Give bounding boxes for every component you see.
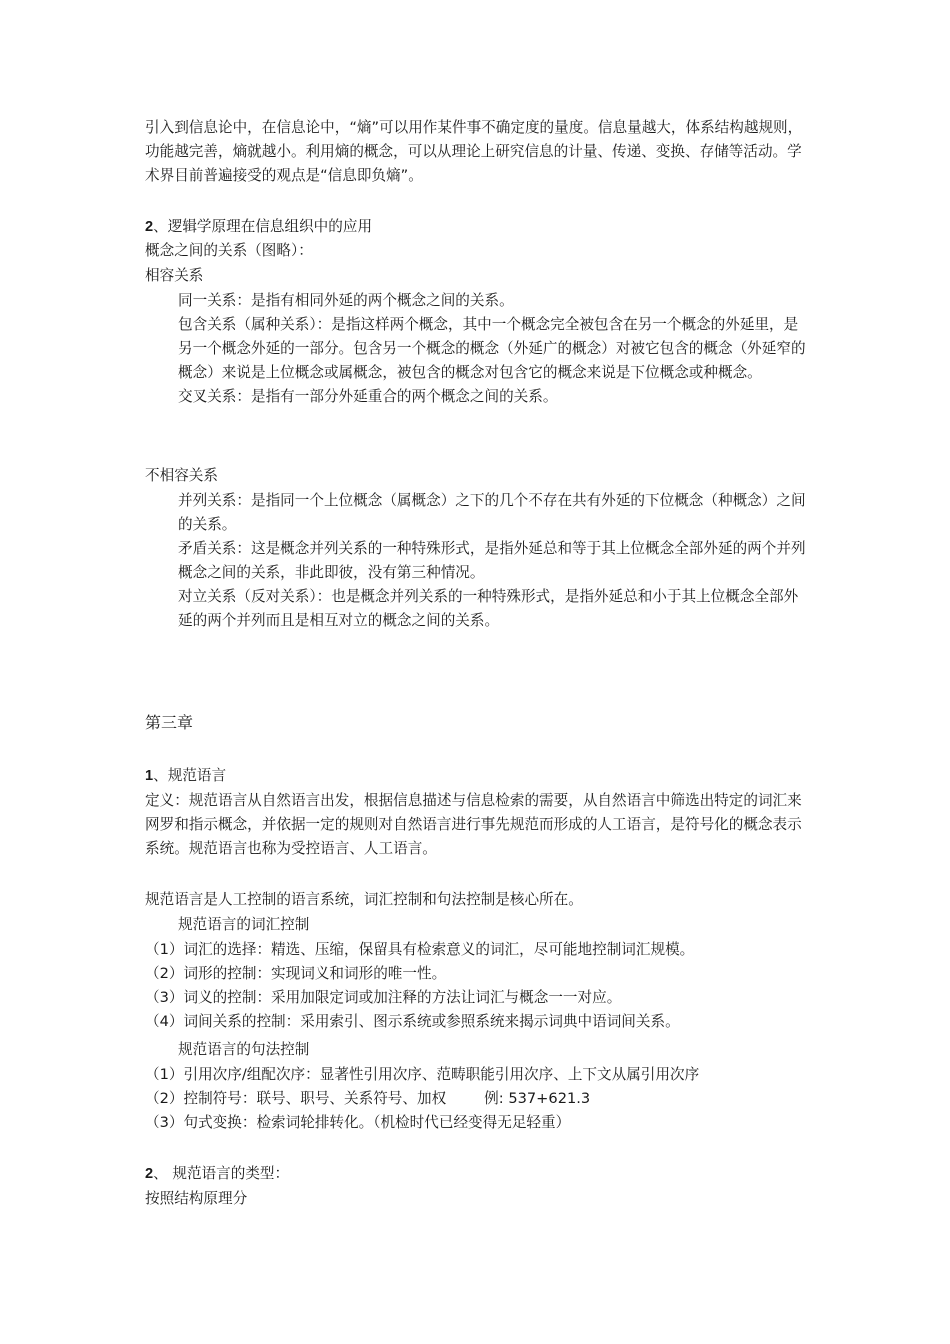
incompatible-relations-list xyxy=(178,489,810,633)
opposition-relation: 对立关系（反对关系）：也是概念并列关系的一种特殊形式，是指外延总和小于其上位概念全部外延的两个并列而且是相互对立的概念之间的关系。 xyxy=(178,588,799,629)
vocab-item: （1）词汇的选择：精选、压缩，保留具有检索意义的词汇，尽可能地控制词汇规模。 xyxy=(145,941,695,958)
section-title: 、规范语言 xyxy=(153,767,227,784)
section-title: 、 规范语言的类型： xyxy=(153,1165,290,1182)
compatible-relations-list xyxy=(178,289,810,409)
section-2-heading xyxy=(145,215,810,239)
parallel-relation: 并列关系：是指同一个上位概念（属概念）之下的几个不存在共有外延的下位概念（种概念）之间的关系。 xyxy=(178,492,806,533)
section-number: 2 xyxy=(145,219,154,235)
identity-relation: 同一关系：是指有相同外延的两个概念之间的关系。 xyxy=(178,292,514,309)
core-statement: 规范语言是人工控制的语言系统，词汇控制和句法控制是核心所在。 xyxy=(145,891,583,908)
section-number: 2 xyxy=(145,1166,154,1182)
incompatible-relations-label: 不相容关系 xyxy=(145,467,218,484)
concept-relations-line: 概念之间的关系（图略）： xyxy=(145,242,313,259)
syntax-item xyxy=(145,1087,810,1111)
intro-paragraph: 引入到信息论中，在信息论中，“熵”可以用作某件事不确定度的量度。信息量越大，体系结构越规则，功能越完善，熵就越小。利用熵的概念，可以从理论上研究信息的计量、传递、变换、存储等活动。学术界目前普遍接受的观点是“信息即负熵”。 xyxy=(145,119,803,184)
definition-paragraph: 定义：规范语言从自然语言出发，根据信息描述与信息检索的需要，从自然语言中筛选出特定的词汇来网罗和指示概念，并依据一定的规则对自然语言进行事先规范而形成的人工语言，是符号化的概念表示系统。规范语言也称为受控语言、人工语言。 xyxy=(145,792,802,857)
section-title: 、逻辑学原理在信息组织中的应用 xyxy=(153,218,373,235)
chapter-heading: 第三章 xyxy=(145,713,194,732)
compatible-relations-label: 相容关系 xyxy=(145,267,204,284)
intersection-relation: 交叉关系：是指有一部分外延重合的两个概念之间的关系。 xyxy=(178,388,558,405)
vocab-item: （2）词形的控制：实现词义和词形的唯一性。 xyxy=(145,965,447,982)
syntax-item: （1）引用次序/组配次序：显著性引用次序、范畴职能引用次序、上下文从属引用次序 xyxy=(145,1066,700,1083)
vocab-control-list xyxy=(145,938,810,1034)
structure-classification-line: 按照结构原理分 xyxy=(145,1190,248,1207)
inclusion-relation: 包含关系（属种关系）：是指这样两个概念，其中一个概念完全被包含在另一个概念的外延里，是另一个概念外延的一部分。包含另一个概念的概念（外延广的概念）对被它包含的概念（外延窄的概念）来说是上位概念或属概念，被包含的概念对包含它的概念来说是下位概念或种概念。 xyxy=(178,316,806,381)
syntax-example: 例: 537+621.3 xyxy=(484,1090,591,1107)
vocab-item: （3）词义的控制：采用加限定词或加注释的方法让词汇与概念一一对应。 xyxy=(145,989,622,1006)
syntax-control-list xyxy=(145,1063,810,1135)
vocab-control-title: 规范语言的词汇控制 xyxy=(178,916,310,933)
section-1-heading xyxy=(145,764,810,788)
section-number: 1 xyxy=(145,768,154,784)
syntax-item-text: （2）控制符号：联号、职号、关系符号、加权 xyxy=(145,1090,447,1107)
section-2b-heading xyxy=(145,1162,810,1186)
contradiction-relation: 矛盾关系：这是概念并列关系的一种特殊形式，是指外延总和等于其上位概念全部外延的两个并列概念之间的关系，非此即彼，没有第三种情况。 xyxy=(178,540,806,581)
syntax-item: （3）句式变换：检索词轮排转化。（机检时代已经变得无足轻重） xyxy=(145,1114,571,1131)
vocab-item: （4）词间关系的控制：采用索引、图示系统或参照系统来揭示词典中语词间关系。 xyxy=(145,1013,680,1030)
syntax-control-title: 规范语言的句法控制 xyxy=(178,1041,310,1058)
